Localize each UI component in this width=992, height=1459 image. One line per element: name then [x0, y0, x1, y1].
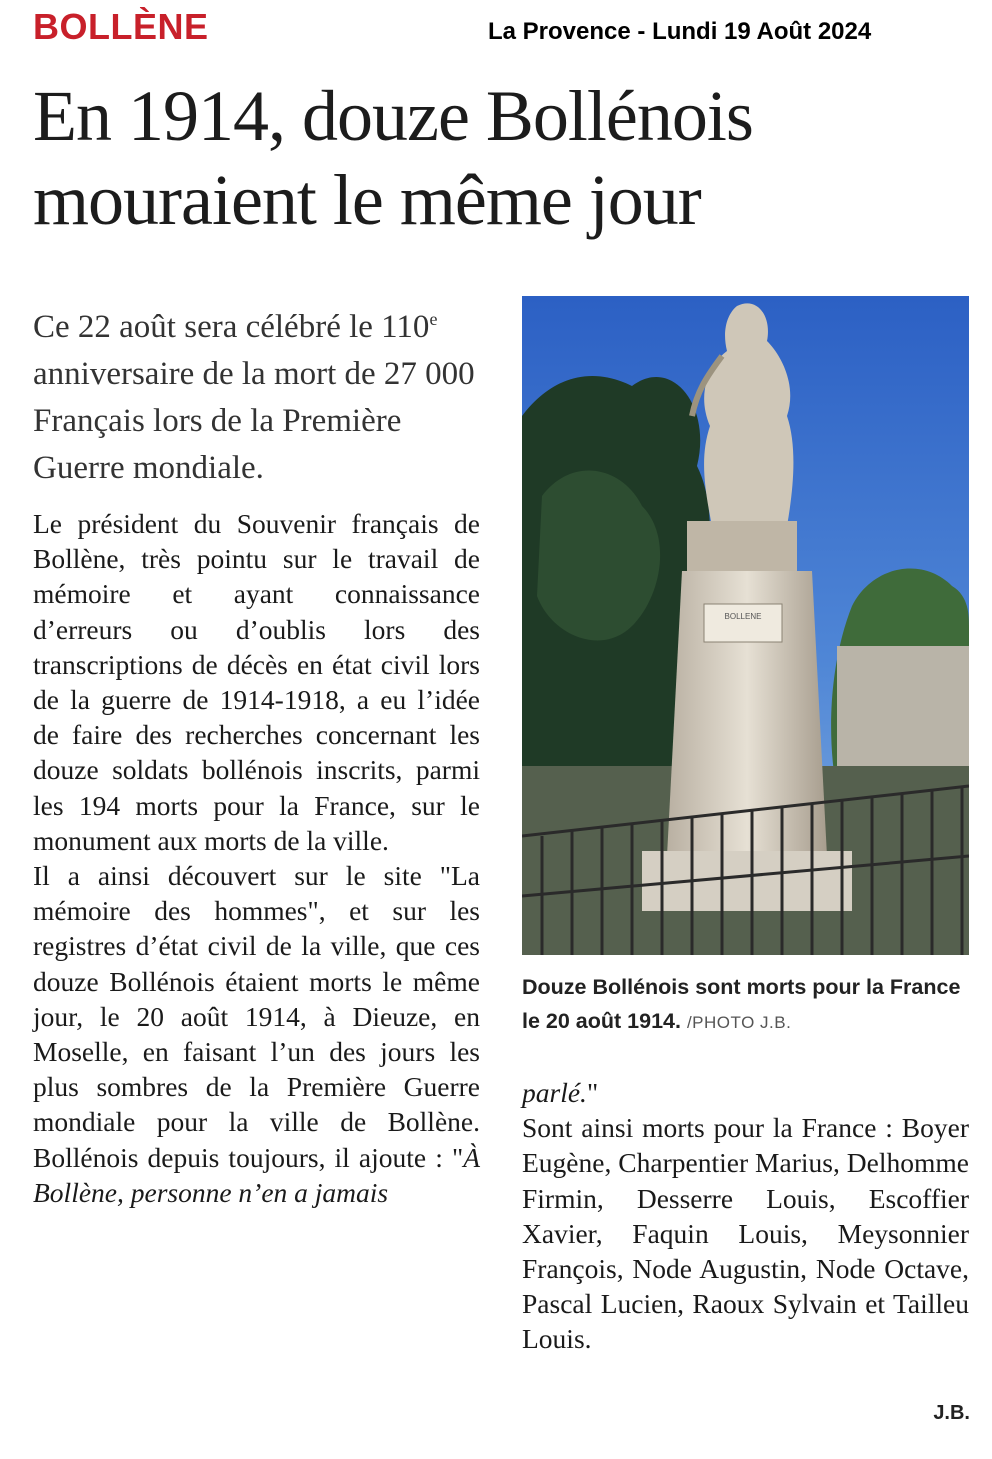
right-column-text	[522, 1075, 969, 1357]
section-rubric: BOLLÈNE	[33, 6, 209, 47]
chapo-text-end: anniversaire de la mort de 27 000 Français lors de la Première Guerre mondiale.	[33, 356, 475, 486]
building	[837, 646, 969, 766]
quote-close: "	[586, 1077, 599, 1108]
chapo-text-start: Ce 22 août sera célébré le 110	[33, 309, 430, 345]
quote-part-2: parlé.	[522, 1077, 587, 1108]
plinth-top	[687, 521, 797, 571]
left-column	[33, 296, 480, 1210]
paragraph-2	[33, 858, 480, 1210]
caption-text: Douze Bollénois sont morts pour la France le 20 août 1914.	[522, 975, 961, 1033]
chapo-superscript: e	[429, 309, 438, 329]
photo-caption	[522, 970, 969, 1040]
chapo	[33, 296, 480, 492]
quote-part-1: À Bollène, personne n’en a jamais	[33, 1141, 480, 1208]
plaque-text: BOLLENE	[724, 612, 762, 621]
author-signature: J.B.	[933, 1402, 970, 1424]
memorial-plaque	[704, 604, 782, 642]
paragraph-3: Sont ainsi morts pour la France : Boyer Eugène, Charpentier Marius, Delhomme Firmin, Desserre Louis, Escoffier Xavier, Faquin Louis, Meysonnier François, Node Augustin, Node Octave, Pascal Lucien, Raoux Sylvain et Tailleu Louis.	[522, 1112, 969, 1355]
paragraph-2-text: Il a ainsi découvert sur le site "La mémoire des hommes", et sur les registres d’état civil de la ville, que ces douze Bollénois étaient morts le même jour, le 20 août 1914, à Dieuze, en Moselle, en faisant l’un des jours les plus sombres de la Première Guerre mondiale pour la ville de Bollène. Bollénois depuis toujours, il ajoute : "	[33, 860, 480, 1173]
photo-credit: /PHOTO J.B.	[686, 1013, 792, 1032]
war-memorial-photo	[522, 296, 969, 955]
masthead-date: La Provence - Lundi 19 Août 2024	[488, 18, 872, 45]
headline: En 1914, douze Bollénois mouraient le même jour	[33, 76, 753, 240]
paragraph-1: Le président du Souvenir français de Bollène, très pointu sur le travail de mémoire et ayant connaissance d’erreurs ou d’oublis lors des transcriptions de décès en état civil lors de la guerre de 1914-1918, a eu l’idée de faire des recherches concernant les douze soldats bollénois inscrits, parmi les 194 morts pour la France, sur le monument aux morts de la ville.	[33, 508, 480, 856]
